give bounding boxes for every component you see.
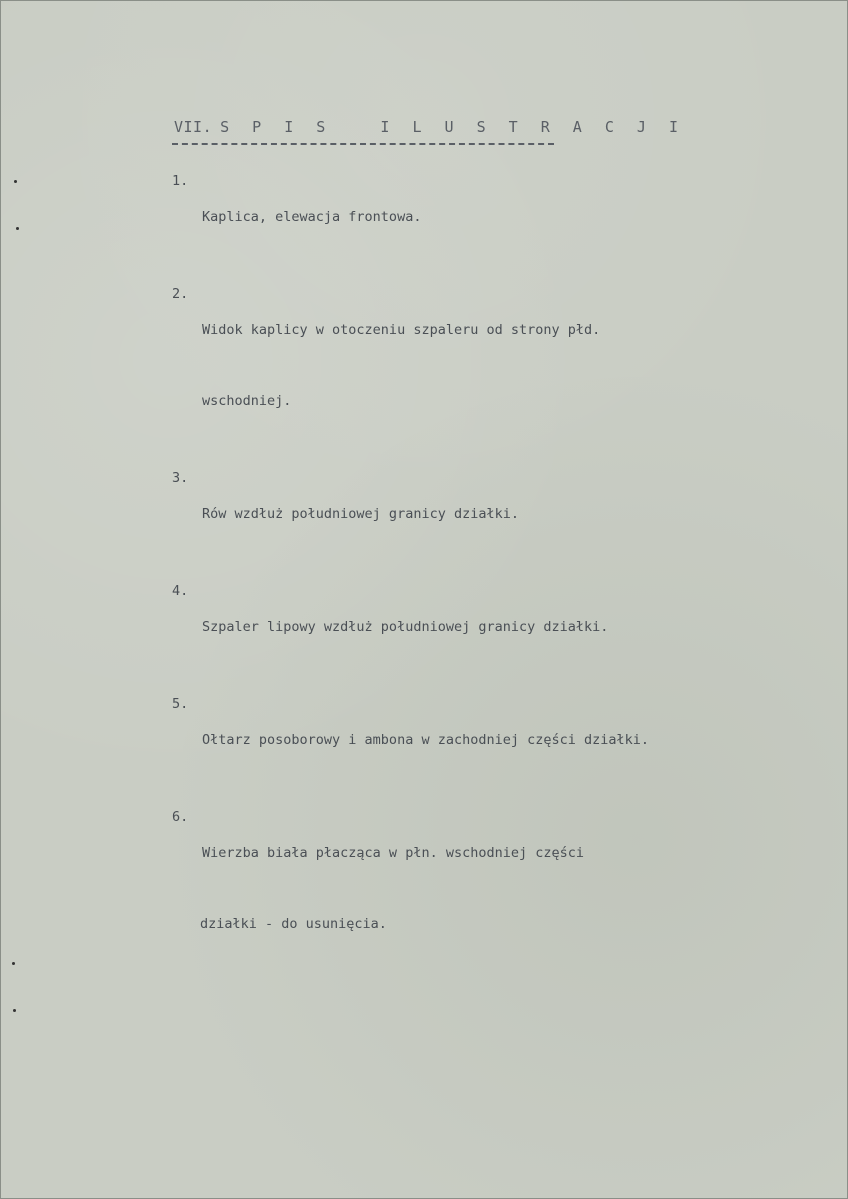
item-text — [202, 172, 421, 262]
section-title: S P I S I L U S T R A C J I — [220, 118, 686, 136]
illustrations-list — [172, 172, 812, 992]
list-item — [172, 808, 812, 969]
paper-speck — [16, 227, 19, 230]
list-item — [172, 695, 812, 785]
item-text — [202, 469, 519, 559]
item-line: Rów wzdłuż południowej granicy działki. — [202, 506, 519, 522]
item-text — [202, 285, 600, 446]
list-item — [172, 172, 812, 262]
item-line: Wierzba biała płacząca w płn. wschodniej części — [202, 845, 585, 861]
item-number: 3. — [172, 470, 189, 486]
item-text — [202, 695, 649, 785]
item-line: Widok kaplicy w otoczeniu szpaleru od strony płd. — [202, 322, 601, 338]
list-item — [172, 285, 812, 446]
item-text — [202, 808, 584, 969]
item-line: Kaplica, elewacja frontowa. — [202, 209, 422, 225]
section-heading — [174, 118, 685, 136]
paper-speck — [14, 180, 17, 183]
item-number: 2. — [172, 286, 189, 302]
paper-speck — [13, 1009, 16, 1012]
item-line: Szpaler lipowy wzdłuż południowej granicy działki. — [202, 619, 609, 635]
heading-underline — [172, 143, 554, 145]
item-number: 5. — [172, 696, 189, 712]
item-line: wschodniej. — [202, 393, 292, 409]
item-line: Ołtarz posoborowy i ambona w zachodniej części działki. — [202, 732, 650, 748]
item-line: działki - do usunięcia. — [200, 916, 387, 932]
list-item — [172, 469, 812, 559]
item-text — [202, 582, 608, 672]
item-number: 1. — [172, 173, 189, 189]
paper-speck — [12, 962, 15, 965]
section-number: VII. — [174, 118, 213, 136]
list-item — [172, 582, 812, 672]
item-number: 4. — [172, 583, 189, 599]
item-number: 6. — [172, 809, 189, 825]
